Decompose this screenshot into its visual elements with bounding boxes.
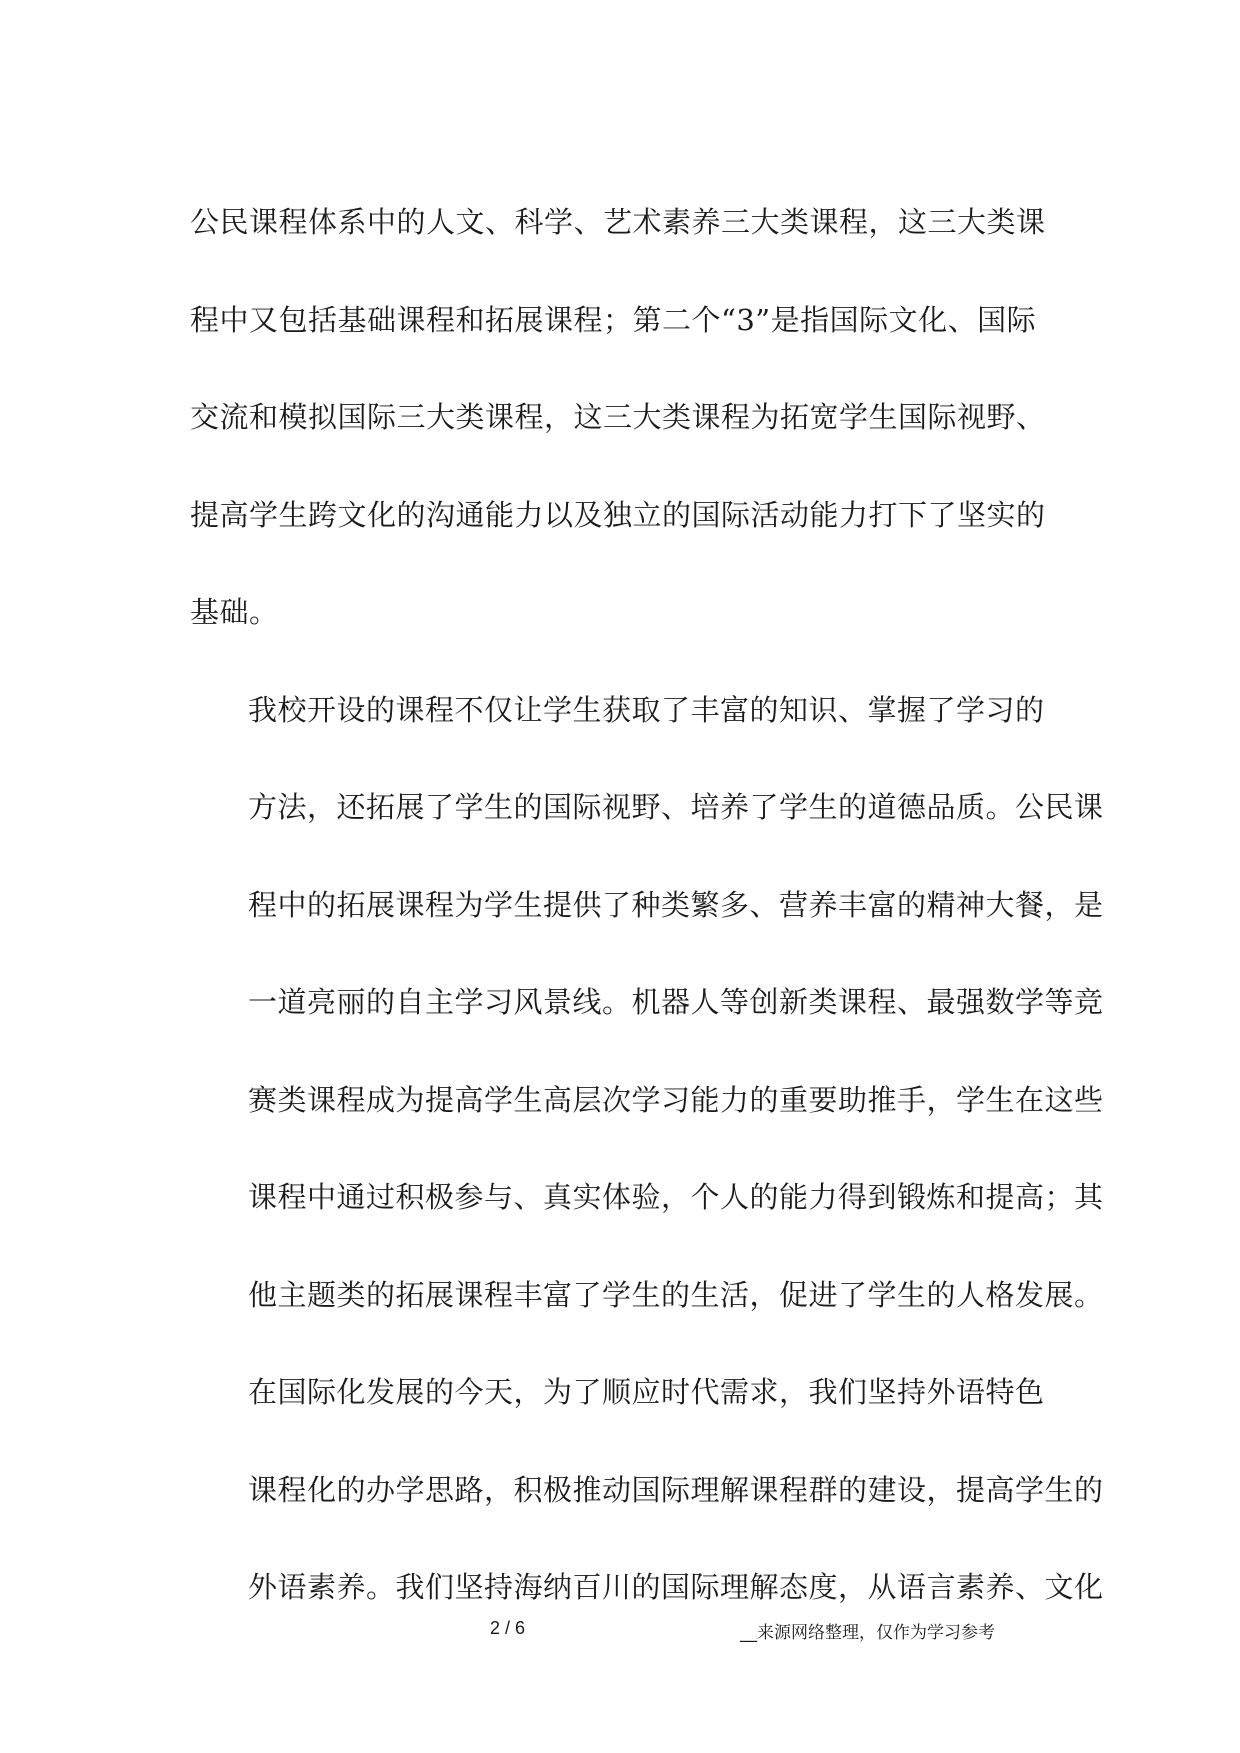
text-line: 在国际化发展的今天，为了顺应时代需求，我们坚持外语特色 bbox=[248, 1375, 1045, 1409]
text-line: 外语素养。我们坚持海纳百川的国际理解态度，从语言素养、文化 bbox=[248, 1570, 1104, 1604]
text-line: 程中又包括基础课程和拓展课程；第二个“3”是指国际文化、国际 bbox=[190, 302, 1037, 337]
text-line: 方法，还拓展了学生的国际视野、培养了学生的道德品质。公民课 bbox=[248, 790, 1104, 824]
text-line: 程中的拓展课程为学生提供了种类繁多、营养丰富的精神大餐，是 bbox=[248, 887, 1104, 922]
text-line: 他主题类的拓展课程丰富了学生的生活，促进了学生的人格发展。 bbox=[248, 1277, 1104, 1312]
paragraph-1 bbox=[190, 174, 1060, 662]
text-line: 基础。 bbox=[190, 595, 279, 629]
page-number: 2 / 6 bbox=[490, 1618, 526, 1638]
document-body bbox=[190, 174, 1104, 1637]
paragraph-2 bbox=[190, 662, 1104, 1345]
page-footer bbox=[0, 1618, 1240, 1648]
text-line: 一道亮丽的自主学习风景线。机器人等创新类课程、最强数学等竞 bbox=[248, 985, 1104, 1019]
text-line: 赛类课程成为提高学生高层次学习能力的重要助推手，学生在这些 bbox=[248, 1082, 1104, 1117]
text-line: 课程化的办学思路，积极推动国际理解课程群的建设，提高学生的 bbox=[248, 1472, 1104, 1507]
text-line: 公民课程体系中的人文、科学、艺术素养三大类课程，这三大类课 bbox=[190, 205, 1046, 239]
text-line: 我校开设的课程不仅让学生获取了丰富的知识、掌握了学习的 bbox=[248, 692, 1045, 727]
text-line: 交流和模拟国际三大类课程，这三大类课程为拓宽学生国际视野、 bbox=[190, 400, 1046, 434]
text-line: 课程中通过积极参与、真实体验，个人的能力得到锻炼和提高；其 bbox=[248, 1180, 1104, 1214]
source-note: __来源网络整理，仅作为学习参考 bbox=[740, 1623, 995, 1643]
paragraph-3 bbox=[190, 1344, 1104, 1637]
text-line: 提高学生跨文化的沟通能力以及独立的国际活动能力打下了坚实的 bbox=[190, 497, 1046, 532]
